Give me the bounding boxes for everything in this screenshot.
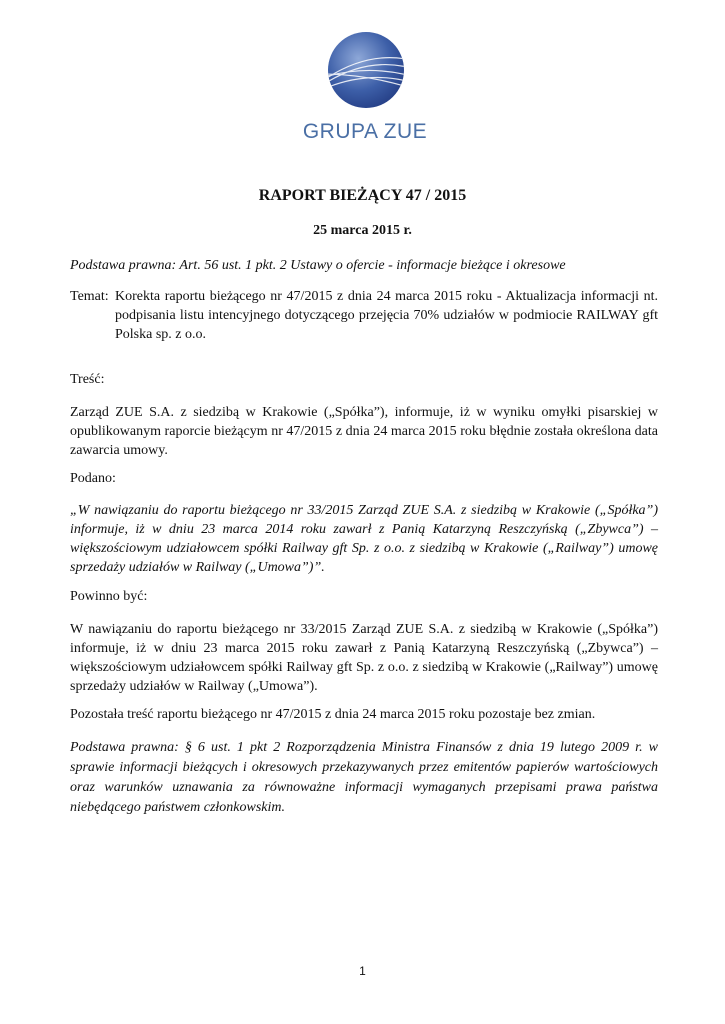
subject-label: Temat: <box>70 289 109 304</box>
subject-text: Korekta raportu bieżącego nr 47/2015 z dnia 24 marca 2015 roku - Aktualizacja informacji nt. podpisania listu intencyjnego dotyczącego przejęcia 70% udziałów w podmiocie RAILWAY gft Polska sp. z o.o. <box>115 289 658 342</box>
legal-basis: Podstawa prawna: Art. 56 ust. 1 pkt. 2 Ustawy o ofercie - informacje bieżące i okresowe <box>70 258 566 273</box>
subject-block <box>70 287 658 344</box>
content-text: Zarząd ZUE S.A. z siedzibą w Krakowie („Spółka”), informuje, iż w wyniku omyłki pisarskiej w opublikowanym raporcie bieżącym nr 47/2015 z dnia 24 marca 2015 roku błędnie została określona data zawarcia umowy. <box>70 405 658 458</box>
page-number: 1 <box>359 964 366 978</box>
remaining-text: Pozostała treść raportu bieżącego nr 47/2015 z dnia 24 marca 2015 roku pozostaje bez zmian. <box>70 707 596 722</box>
logo-wordmark: GRUPA ZUE <box>302 120 428 143</box>
should-label: Powinno być: <box>70 589 148 604</box>
footer-legal-basis: Podstawa prawna: § 6 ust. 1 pkt 2 Rozporządzenia Ministra Finansów z dnia 19 lutego 2009 r. w sprawie informacji bieżących i okresowych przekazywanych przez emitentów papierów wartościowych oraz warunków uznawania za równoważne informacji wymaganych przepisami prawa państwa niebędącego państwem członkowskim. <box>70 740 658 815</box>
given-label: Podano: <box>70 471 116 486</box>
company-logo <box>300 30 430 150</box>
report-title: RAPORT BIEŻĄCY 47 / 2015 <box>258 187 467 204</box>
should-text: W nawiązaniu do raportu bieżącego nr 33/2015 Zarząd ZUE S.A. z siedzibą w Krakowie („Spółka”) informuje, iż w dniu 23 marca 2015 roku zawarł z Panią Katarzyną Reszczyńską („Zbywca”) – większościowym udziałowcem spółki Railway gft Sp. z o.o. z siedzibą w Krakowie („Railway”) umowę sprzedaży udziałów w Railway („Umowa”). <box>70 622 658 694</box>
globe-logo-icon <box>326 30 406 110</box>
content-label: Treść: <box>70 372 105 387</box>
report-date: 25 marca 2015 r. <box>313 223 412 238</box>
given-text: „W nawiązaniu do raportu bieżącego nr 33/2015 Zarząd ZUE S.A. z siedzibą w Krakowie („Spółka”) informuje, iż w dniu 23 marca 2014 roku zawarł z Panią Katarzyną Reszczyńską („Zbywca”) – większościowym udziałowcem spółki Railway gft Sp. z o.o. z siedzibą w Krakowie („Railway”) umowę sprzedaży udziałów w Railway („Umowa”)”. <box>70 503 658 575</box>
